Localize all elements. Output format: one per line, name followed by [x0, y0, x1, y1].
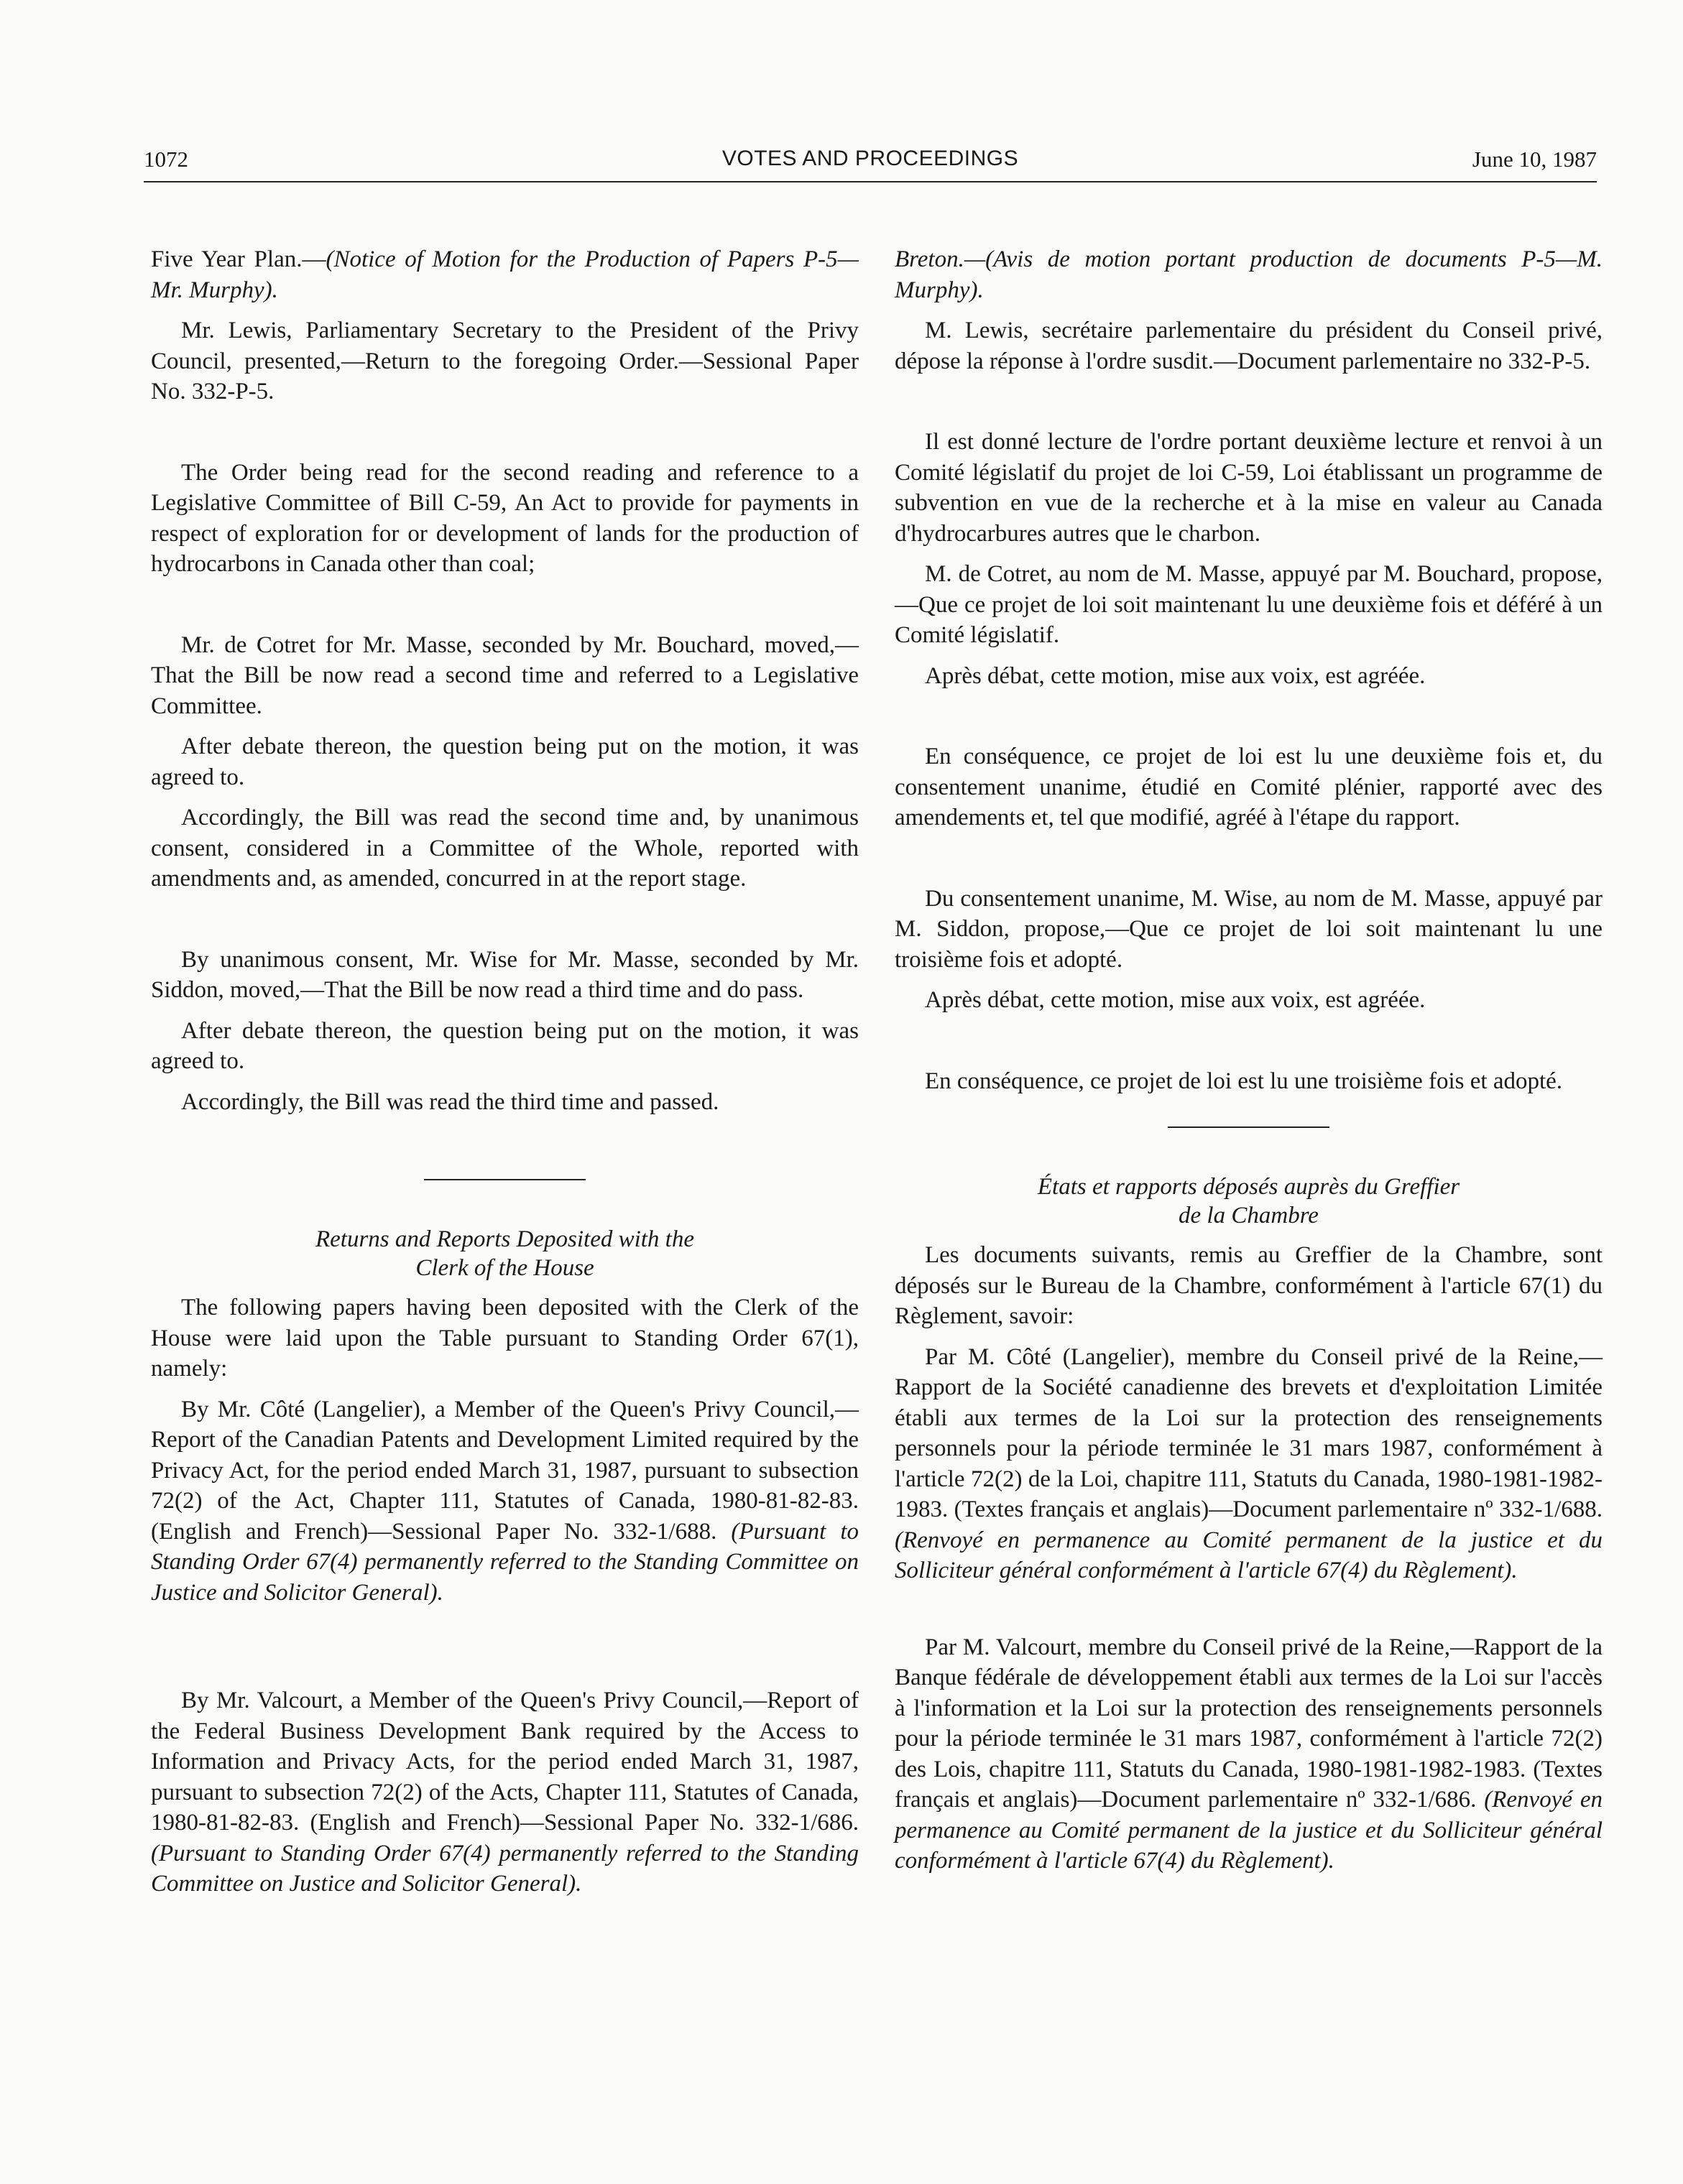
paragraph: Après débat, cette motion, mise aux voix, est agréée. [925, 662, 1426, 689]
paragraph: Du consentement unanime, M. Wise, au nom de M. Masse, appuyé par M. Siddon, propose,—Que ce projet de loi soit maintenant lu une troisième fois et adopté. [895, 885, 1603, 973]
section-heading: Returns and Reports Deposited with the Clerk of the House [315, 1226, 695, 1281]
paragraph: En conséquence, ce projet de loi est lu une deuxième fois et, du consentement unanime, étudié en Comité plénier, rapporté avec des amendements et, tel que modifié, agréé à l'étape du rapport. [895, 744, 1603, 830]
paragraph: By unanimous consent, Mr. Wise for Mr. Masse, seconded by Mr. Siddon, moved,—That the Bill be now read a third time and do pass. [151, 946, 859, 1003]
paragraph: By Mr. Côté (Langelier), a Member of the Queen's Privy Council,—Report of the Canadian Patents and Development Limited required by the Privacy Act, for the period ended March 31, 1987, pursuant to subsection 72(2) of the Act, Chapter 111, Statutes of Canada, 1980-81-82-83. (English and French)—Sessional Paper No. 332-1/688. (Pursuant to Standing Order 67(4) permanently referred to the Standing Committee on Justice and Solicitor General). [151, 1396, 859, 1606]
page-number: 1072 [144, 147, 188, 172]
header-rule [144, 181, 1597, 182]
paragraph: Après débat, cette motion, mise aux voix, est agréée. [925, 987, 1426, 1013]
paragraph: Par M. Côté (Langelier), membre du Conseil privé de la Reine,—Rapport de la Société canadienne des brevets et d'exploitation Limitée établi aux termes de la Loi sur la protection des renseignements personnels pour la période terminée le 31 mars 1987, conformément à l'article 72(2) de la Loi, chapitre 111, Statuts du Canada, 1980-1981-1982-1983. (Textes français et anglais)—Document parlementaire nº 332-1/688. (Renvoyé en permanence au Comité permanent de la justice et du Solliciteur général conformément à l'article 67(4) du Règlement). [895, 1343, 1603, 1583]
paragraph: Par M. Valcourt, membre du Conseil privé de la Reine,—Rapport de la Banque fédérale de développement établi aux termes de la Loi sur l'accès à l'information et la Loi sur la protection des renseignements personnels pour la période terminée le 31 mars 1987, conformément à l'article 72(2) des Lois, chapitre 111, Statuts du Canada, 1980-1981-1982-1983. (Textes français et anglais)—Document parlementaire nº 332-1/686. (Renvoyé en permanence au Comité permanent de la justice et du Solliciteur général conformément à l'article 67(4) du Règlement). [895, 1634, 1603, 1874]
paragraph: Mr. Lewis, Parliamentary Secretary to the President of the Privy Council, presented,—Return to the foregoing Order.—Sessional Paper No. 332-P-5. [151, 318, 859, 404]
paragraph: Les documents suivants, remis au Greffier de la Chambre, sont déposés sur le Bureau de la Chambre, conformément à l'article 67(1) du Règlement, savoir: [895, 1242, 1603, 1329]
paragraph: M. de Cotret, au nom de M. Masse, appuyé par M. Bouchard, propose,—Que ce projet de loi soit maintenant lu une deuxième fois et déféré à un Comité législatif. [895, 561, 1603, 648]
paragraph: Five Year Plan.—(Notice of Motion for the Production of Papers P-5—Mr. Murphy). [151, 246, 859, 303]
running-title: VOTES AND PROCEEDINGS [721, 147, 1019, 170]
paragraph: The following papers having been deposited with the Clerk of the House were laid upon the Table pursuant to Standing Order 67(1), namely: [151, 1295, 859, 1382]
paragraph: Mr. de Cotret for Mr. Masse, seconded by Mr. Bouchard, moved,—That the Bill be now read a second time and referred to a Legislative Committee. [151, 631, 859, 719]
paragraph: Il est donné lecture de l'ordre portant deuxième lecture et renvoi à un Comité législatif du projet de loi C-59, Loi établissant un programme de subvention en vue de la recherche et à la mise en valeur au Canada d'hydrocarbures autres que le charbon. [895, 429, 1603, 547]
paragraph: After debate thereon, the question being put on the motion, it was agreed to. [151, 734, 859, 790]
section-heading: États et rapports déposés auprès du Greffier de la Chambre [1037, 1174, 1460, 1228]
paragraph: After debate thereon, the question being put on the motion, it was agreed to. [151, 1017, 859, 1074]
paragraph: En conséquence, ce projet de loi est lu une troisième fois et adopté. [925, 1068, 1563, 1094]
paragraph: Accordingly, the Bill was read the second time and, by unanimous consent, considered in a Committee of the Whole, reported with amendments and, as amended, concurred in at the report stage. [151, 805, 859, 892]
paragraph: M. Lewis, secrétaire parlementaire du président du Conseil privé, dépose la réponse à l'ordre susdit.—Document parlementaire no 332-P-5. [895, 318, 1603, 374]
paragraph: The Order being read for the second reading and reference to a Legislative Committee of Bill C-59, An Act to provide for payments in respect of exploration for or development of lands for the production of hydrocarbons in Canada other than coal; [151, 459, 859, 577]
paragraph: By Mr. Valcourt, a Member of the Queen's Privy Council,—Report of the Federal Business Development Bank required by the Access to Information and Privacy Acts, for the period ended March 31, 1987, pursuant to subsection 72(2) of the Acts, Chapter 111, Statutes of Canada, 1980-81-82-83. (English and French)—Sessional Paper No. 332-1/686. (Pursuant to Standing Order 67(4) permanently referred to the Standing Committee on Justice and Solicitor General). [151, 1688, 859, 1897]
paragraph: Breton.—(Avis de motion portant production de documents P-5—M. Murphy). [895, 246, 1603, 303]
french-column [895, 244, 1603, 1877]
page-header [144, 147, 1597, 181]
header-date: June 10, 1987 [1472, 147, 1597, 172]
english-column [151, 244, 859, 1900]
paragraph: Accordingly, the Bill was read the third time and passed. [181, 1088, 719, 1115]
